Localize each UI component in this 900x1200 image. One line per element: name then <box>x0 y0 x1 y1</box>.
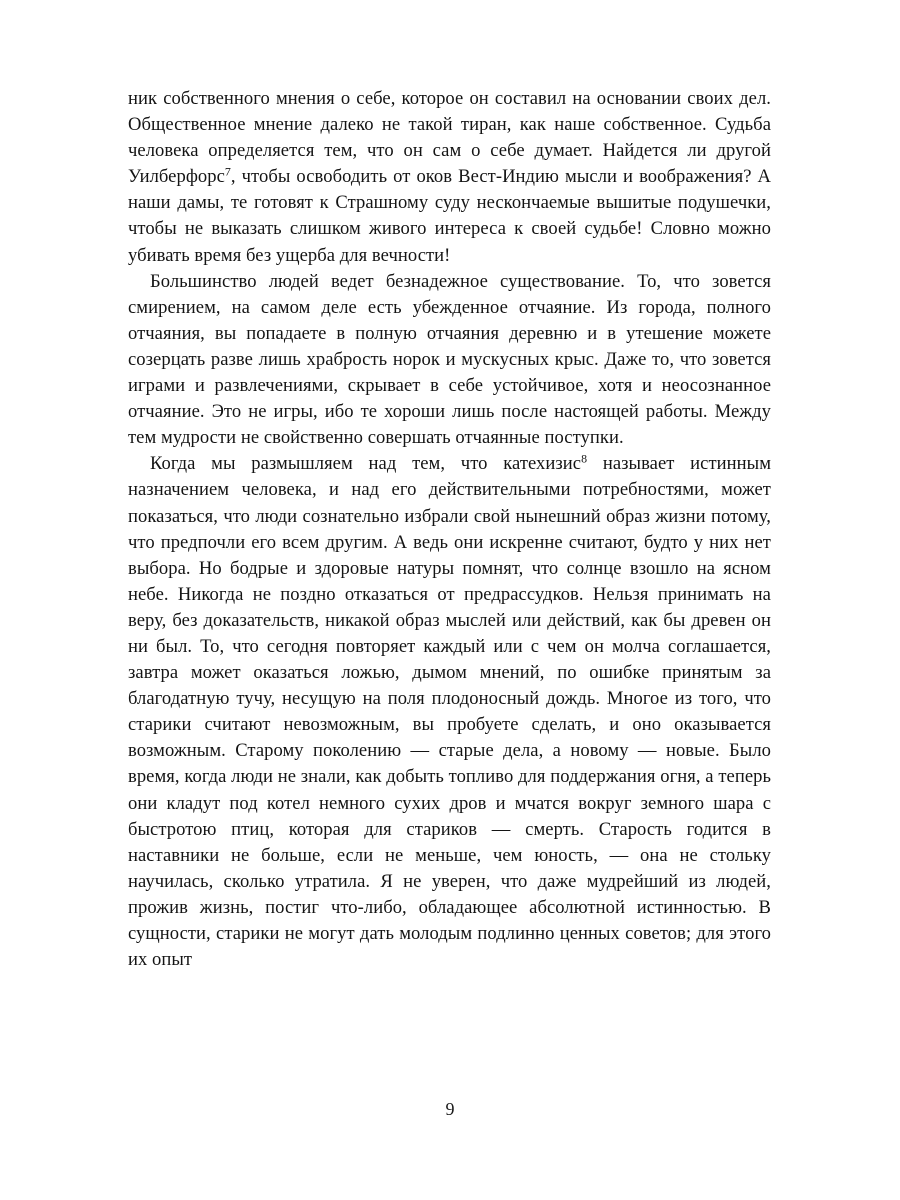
paragraph-3-text-after-footnote: называет истинным назначением человека, и над его действительными потребностями, может показаться, что люди сознательно избрали свой нынешний образ жизни потому, что предпочли его всем другим. А ведь они искренне считают, будто у них нет выбора. Но бодрые и здоровые натуры помнят, что солнце взошло на ясном небе. Никогда не поздно отказаться от предрассудков. Нельзя принимать на веру, без доказательств, никакой образ мыслей или действий, как бы древен он ни был. То, что сегодня повторяет каждый или с чем он молча соглашается, завтра может оказаться ложью, дымом мнений, по ошибке принятым за благодатную тучу, несущую на поля плодоносный дождь. Многое из того, что старики считают невозможным, вы пробуете сделать, и оно оказывается возможным. Старому поколению — старые дела, а новому — новые. Было время, когда люди не знали, как добыть топливо для поддержания огня, а теперь они кладут под котел немного сухих дров и мчатся вокруг земного шара с быстротою птиц, которая для стариков — смерть. Старость годится в наставники не больше, если не меньше, чем юность, — она не стольку научилась, сколько утратила. Я не уверен, что даже мудрейший из людей, прожив жизнь, постиг что-либо, обладающее абсолютной истинностью. В сущности, старики не могут дать молодым подлинно ценных советов; для этого их опыт <box>128 453 772 971</box>
paragraph-2 <box>128 269 771 452</box>
paragraph-1-text-after-footnote: , чтобы освободить от оков Вест-Индию мысли и воображения? А наши дамы, те готовят к Страшному суду нескончаемые вышитые подушечки, чтобы не выказать слишком живого интереса к своей судьбе! Словно можно убивать время без ущерба для вечности! <box>128 166 771 266</box>
footnote-marker-8[interactable]: 8 <box>581 451 588 466</box>
footnote-marker-7[interactable]: 7 <box>224 164 231 179</box>
page-text-block <box>128 86 771 973</box>
paragraph-3-text-before-footnote: Когда мы размышляем над тем, что катехизис <box>150 453 582 475</box>
paragraph-1-text-before-footnote: ник собственного мнения о себе, которое он составил на основании своих дел. Общественное мнение далеко не такой тиран, как наше собственное. Судьба человека определяется тем, что он сам о себе думает. Найдется ли другой Уилберфорс <box>128 88 771 188</box>
paragraph-3 <box>128 451 771 973</box>
page-number: 9 <box>445 1099 455 1119</box>
paragraph-1 <box>128 86 771 269</box>
paragraph-2-text: Большинство людей ведет безнадежное существование. То, что зовется смирением, на самом деле есть убежденное отчаяние. Из города, полного отчаяния, вы попадаете в полную отчаяния деревню и в утешение можете созерцать разве лишь храбрость норок и мускусных крыс. Даже то, что зовется играми и развлечениями, скрывает в себе устойчивое, хотя и неосознанное отчаяние. Это не игры, ибо те хороши лишь после настоящей работы. Между тем мудрости не свойственно совершать отчаянные поступки. <box>128 270 771 449</box>
